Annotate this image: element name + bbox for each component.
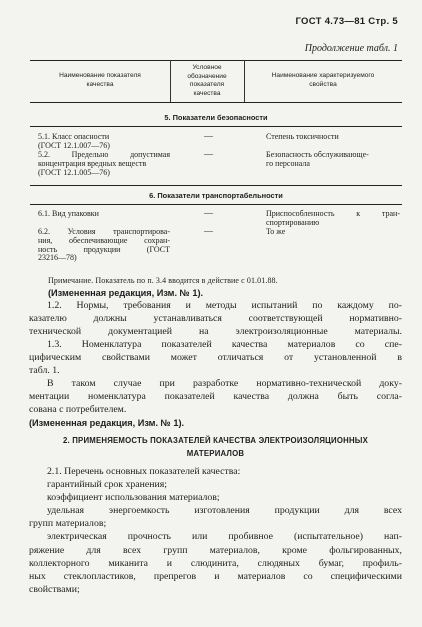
paragraph-1-2: 1.2. Нормы, требования и методы испытаний по каждому по- казателю должны устанавливаться соответствующей нормативно- технической документацией на электроизоляционные материалы. (29, 300, 402, 338)
table-row-property: Приспособленность к тран- спортированию (266, 209, 400, 227)
table-header-rule (30, 102, 402, 103)
page-header: ГОСТ 4.73—81 Стр. 5 (295, 16, 398, 27)
table-row-property: Степень токсичности (266, 132, 339, 141)
section-title-transport: 6. Показатели транспортабельности (149, 191, 283, 200)
table-top-rule (30, 60, 402, 61)
section-rule (30, 204, 402, 205)
table-row-name: 6.1. Вид упаковки (38, 209, 99, 218)
column-header-property: Наименование характеризуемого свойства (271, 72, 375, 88)
column-header-name: Наименование показателя качества (59, 72, 141, 88)
section-rule (30, 126, 402, 127)
table-row-name: 5.2. Предельно допустимая концентрация вредных веществ (ГОСТ 12.1.005—76) (38, 150, 170, 177)
table-row-property: То же (266, 227, 286, 236)
table-row-name: 6.2. Условия транспортирова- ния, обеспечивающие сохран- ность продукции (ГОСТ 23216—78) (38, 227, 170, 263)
paragraph-2-1: 2.1. Перечень основных показателей качества: гарантийный срок хранения; коэффициент использования материалов; удельная энергоемкость изготовления продукции для всех групп материалов; электрическая прочность или пробивное (испытательное) нап- ряжение для всех групп материалов, кроме фольгированных, коллекторного миканита и слюдинита, слюдяных бумаг, профиль- ных стеклопластиков, препрегов и материалов со специфическими свойствами; (29, 466, 402, 595)
table-row-symbol: — (204, 149, 213, 159)
table-row-symbol: — (204, 208, 213, 218)
paragraph-1-3: 1.3. Номенклатура показателей качества материалов со спе- цифическим свойствами может отличаться от установленной в табл. 1. В таком случае при разработке нормативно-технической доку- ментации номенклатура показателей качества должна быть согла- сована с потребителем. (29, 339, 402, 416)
table-continuation-label: Продолжение табл. 1 (304, 43, 398, 54)
table-row-symbol: — (204, 226, 213, 236)
section-title-safety: 5. Показатели безопасности (164, 113, 268, 122)
table-row-property: Безопасность обслуживающе- го персонала (266, 150, 369, 168)
table-row-name: 5.1. Класс опасности (ГОСТ 12.1.007—76) (38, 132, 110, 150)
edit-mark: (Измененная редакция, Изм. № 1). (48, 288, 204, 298)
table-note: Примечание. Показатель по п. 3.4 вводится в действие с 01.01.88. (48, 276, 278, 285)
section-heading-2: 2. ПРИМЕНЯЕМОСТЬ ПОКАЗАТЕЛЕЙ КАЧЕСТВА ЭЛЕКТРОИЗОЛЯЦИОННЫХ МАТЕРИАЛОВ (62, 436, 369, 458)
edit-mark: (Измененная редакция, Изм. № 1). (29, 418, 185, 428)
column-header-symbol: Условное обозначение показателя качества (187, 64, 227, 97)
section-rule (30, 185, 402, 186)
table-row-symbol: — (204, 131, 213, 141)
